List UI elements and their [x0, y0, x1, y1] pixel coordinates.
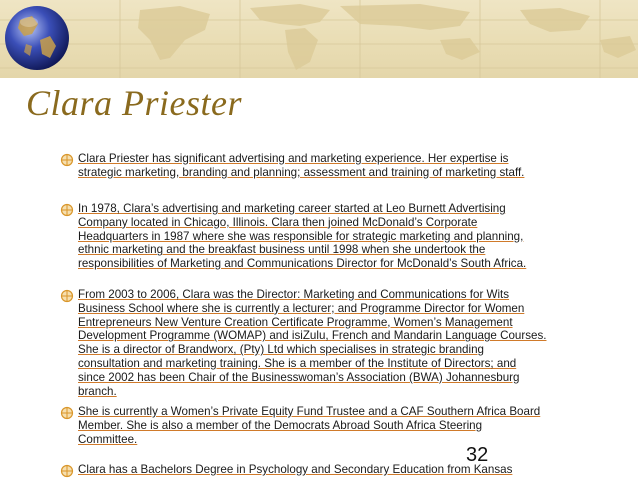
bullet-point-icon	[60, 153, 74, 167]
bullet-text: Clara Priester has significant advertising and marketing experience. Her expertise is strategic marketing, branding and planning; assessment and training of marketing staff.	[78, 152, 525, 179]
slide-title: Clara Priester	[26, 83, 243, 123]
bullet-text: From 2003 to 2006, Clara was the Director: Marketing and Communications for Wits Business School where she is currently a lecturer; and Programme Director for Women Entrepreneurs New Venture Creation Certificate Programme, Women’s Management Development Programme (WOMAP) and isiZulu, French and Mandarin Language Courses. She is a director of Brandworx, (Pty) Ltd which specialises in strategic branding consultation and marketing training. She is a member of the Institute of Directors; and since 2002 has been Chair of the Businesswoman’s Association (BWA) Johannesburg branch.	[78, 288, 547, 398]
page-number: 32	[466, 444, 489, 466]
bullet-point-icon	[60, 203, 74, 217]
bullet-point-icon	[60, 289, 74, 303]
bullet-point-icon	[60, 406, 74, 420]
bullet-text: Clara has a Bachelors Degree in Psychology and Secondary Education from Kansas	[78, 463, 513, 476]
bullet-point-icon	[60, 464, 74, 478]
bullet-text: In 1978, Clara’s advertising and marketing career started at Leo Burnett Advertising Company located in Chicago, Illinois. Clara then joined McDonald’s Corporate Headquarters in 1987 where she was responsible for strategic marketing and planning, ethnic marketing and the breakfast business until 1998 when she undertook the responsibilities of Marketing and Communications Director for McDonald’s South Africa.	[78, 202, 527, 271]
bullet-text: She is currently a Women’s Private Equity Fund Trustee and a CAF Southern Africa Board Member. She is also a member of the Democrats Abroad South Africa Steering Committee.	[78, 405, 541, 446]
